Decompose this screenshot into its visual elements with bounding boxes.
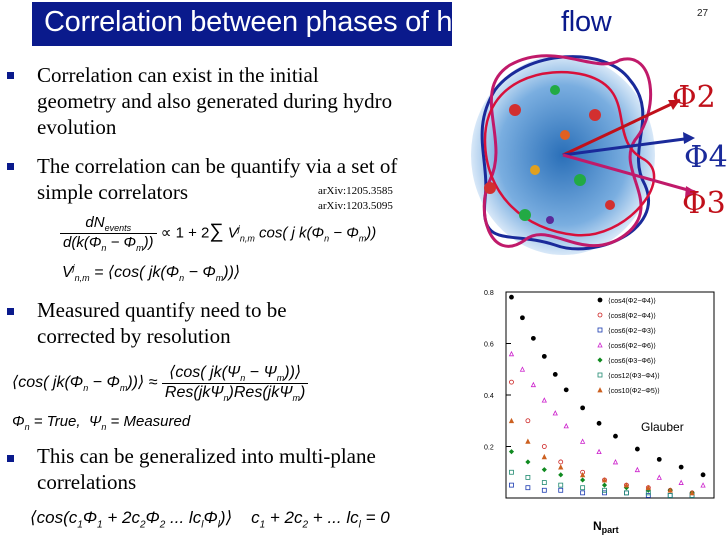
data-point-1 bbox=[635, 447, 639, 451]
bullet-text-2: The correlation can be quantify via a set of simple correlators bbox=[37, 154, 398, 204]
event-plane-illustration bbox=[455, 20, 720, 290]
legend-label-2: ⟨cos8(Φ2−Φ4)⟩ bbox=[608, 313, 656, 320]
legend-label-4: ⟨cos6(Φ2−Φ6)⟩ bbox=[608, 343, 656, 350]
y-tick-label: 0.4 bbox=[484, 393, 494, 400]
slide-title: Correlation between phases of harmonic flow bbox=[44, 6, 612, 38]
data-point-1 bbox=[509, 295, 513, 299]
reference-2: arXiv:1203.5095 bbox=[318, 200, 393, 212]
legend-label-5: ⟨cos6(Φ3−Φ6)⟩ bbox=[608, 358, 656, 365]
equation-definitions: $\Phi_n$ = True, $\Psi_n$ = Measured bbox=[12, 413, 191, 432]
phi3-label: Φ3 bbox=[682, 186, 726, 221]
data-point-1 bbox=[520, 316, 524, 320]
data-point-1 bbox=[657, 457, 661, 461]
bullet-marker-2 bbox=[7, 163, 14, 170]
reference-1: arXiv:1205.3585 bbox=[318, 185, 393, 197]
bullet-marker-4 bbox=[7, 455, 14, 462]
equation-resolution-correction: ⟨cos( $jk(\Phi_n$ − $\Phi_m))⟩$ ≈ $\frac{⟨\cos( jk(\Psi_n - \Psi_m))⟩}{Res(jk\Psi_n)Res(jk\Psi_m)}$ bbox=[12, 362, 308, 403]
page-number: 27 bbox=[697, 8, 709, 19]
y-tick-label: 0.8 bbox=[484, 290, 494, 297]
bullet-text-1: Correlation can exist in the initial geometry and also generated during hydro evolution bbox=[37, 63, 393, 139]
data-point-1 bbox=[531, 336, 535, 340]
data-point-1 bbox=[542, 354, 546, 358]
legend-marker-1 bbox=[598, 298, 602, 302]
bullet-marker-3 bbox=[7, 308, 14, 315]
data-point-1 bbox=[701, 473, 705, 477]
equation-correlator-expansion: $\frac{dN_{events}}{d(k(\Phi_n - \Phi_m))}$ ∝ 1 + 2∑ $V^j_{n,m}$ cos( j $k(\Phi_n - \Phi_m)$) bbox=[60, 214, 376, 253]
data-point-1 bbox=[581, 406, 585, 410]
legend-label-6: ⟨cos12(Φ3−Φ4)⟩ bbox=[608, 373, 660, 380]
data-point-1 bbox=[679, 465, 683, 469]
x-axis-label: $N_{part}$ bbox=[593, 519, 619, 535]
legend-label-3: ⟨cos6(Φ2−Φ3)⟩ bbox=[608, 328, 656, 335]
legend-label-1: ⟨cos4(Φ2−Φ4)⟩ bbox=[608, 298, 656, 305]
equation-multiplane: $⟨\cos(c_1\Phi_1 + 2c_2\Phi_2$ ... $lc_l\Phi_l)⟩$ $c_1 + 2c_2$ + ... $lc_l = 0$ bbox=[30, 508, 390, 531]
data-point-1 bbox=[564, 388, 568, 392]
equation-correlator-definition: $V^j_{n,m}$ = ⟨cos( $jk(\Phi_n$ − $\Phi_m))⟩$ bbox=[62, 262, 241, 284]
y-tick-label: 0.2 bbox=[484, 444, 494, 452]
bullet-text-4: This can be generalized into multi-plane correlations bbox=[37, 444, 376, 494]
data-point-1 bbox=[613, 434, 617, 438]
legend-label-7: ⟨cos10(Φ2−Φ5)⟩ bbox=[608, 388, 660, 395]
bullet-text-3: Measured quantify need to be corrected by resolution bbox=[37, 298, 287, 348]
data-point-1 bbox=[553, 372, 557, 376]
chart-annotation: Glauber bbox=[641, 420, 684, 434]
data-point-1 bbox=[597, 421, 601, 425]
bullet-marker-1 bbox=[7, 72, 14, 79]
correlator-chart bbox=[478, 290, 718, 538]
phi2-label: Φ2 bbox=[672, 80, 716, 115]
phi4-label: Φ4 bbox=[684, 140, 728, 175]
y-tick-label: 0.6 bbox=[484, 341, 494, 349]
